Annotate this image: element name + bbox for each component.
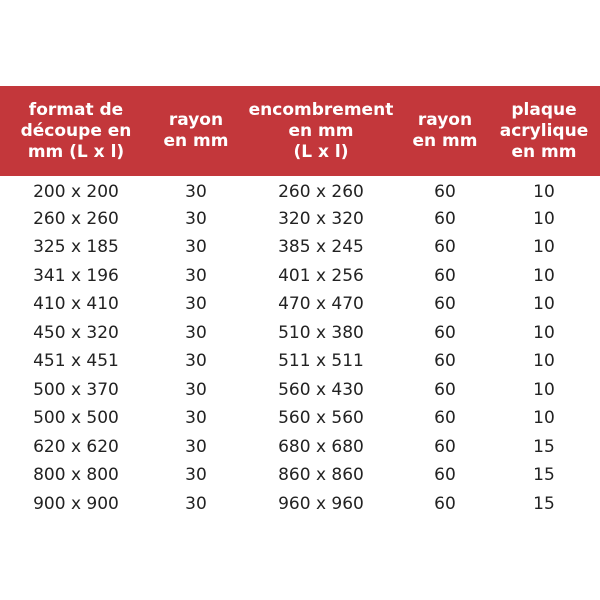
cell-acrylic-plate: 10 [533,265,555,286]
cell-overall-size: 401 x 256 [278,265,364,286]
cell-overall-size: 960 x 960 [278,493,364,514]
cell-overall-size: 511 x 511 [278,351,364,372]
cell-acrylic-plate: 10 [533,379,555,400]
table-row [0,176,600,205]
cell-cut-radius: 30 [185,465,207,486]
table-row [0,290,600,319]
cell-outer-radius: 60 [434,436,456,457]
table-row [0,376,600,405]
cell-cut-format: 800 x 800 [33,465,119,486]
cell-cut-radius: 30 [185,408,207,429]
table-row [0,319,600,348]
table-row [0,347,600,376]
cell-overall-size: 680 x 680 [278,436,364,457]
cell-cut-format: 620 x 620 [33,436,119,457]
header-cut-format: format de découpe en mm (L x l) [20,99,132,162]
cell-acrylic-plate: 15 [533,436,555,457]
cell-cut-format: 341 x 196 [33,265,119,286]
cell-cut-format: 500 x 370 [33,379,119,400]
cell-cut-format: 410 x 410 [33,294,119,315]
cell-acrylic-plate: 10 [533,322,555,343]
cell-overall-size: 260 x 260 [278,182,364,203]
header-row [0,86,600,176]
header-cut-radius: rayon en mm [163,110,229,151]
cell-outer-radius: 60 [434,294,456,315]
cell-cut-radius: 30 [185,351,207,372]
cell-outer-radius: 60 [434,182,456,203]
cell-acrylic-plate: 10 [533,182,555,203]
cell-overall-size: 860 x 860 [278,465,364,486]
cell-cut-format: 900 x 900 [33,493,119,514]
table-body [0,176,600,518]
table-row [0,433,600,462]
table-row [0,233,600,262]
cell-outer-radius: 60 [434,265,456,286]
cell-cut-format: 500 x 500 [33,408,119,429]
cell-outer-radius: 60 [434,351,456,372]
cell-acrylic-plate: 10 [533,208,555,229]
table-row [0,205,600,234]
cell-cut-format: 325 x 185 [33,237,119,258]
cell-cut-radius: 30 [185,182,207,203]
table-row [0,461,600,490]
cell-cut-format: 260 x 260 [33,208,119,229]
cell-outer-radius: 60 [434,322,456,343]
cell-cut-radius: 30 [185,436,207,457]
cell-cut-radius: 30 [185,265,207,286]
cell-overall-size: 510 x 380 [278,322,364,343]
header-overall-size: encombrement en mm (L x l) [248,99,394,162]
cell-acrylic-plate: 10 [533,408,555,429]
cell-cut-radius: 30 [185,237,207,258]
table-row [0,404,600,433]
dimensions-table [0,86,600,518]
cell-cut-radius: 30 [185,294,207,315]
cell-cut-radius: 30 [185,379,207,400]
cell-outer-radius: 60 [434,237,456,258]
cell-cut-radius: 30 [185,322,207,343]
cell-cut-format: 450 x 320 [33,322,119,343]
cell-cut-radius: 30 [185,493,207,514]
table-row [0,490,600,519]
cell-acrylic-plate: 10 [533,294,555,315]
cell-overall-size: 560 x 560 [278,408,364,429]
cell-overall-size: 470 x 470 [278,294,364,315]
table-header [0,86,600,176]
header-outer-radius: rayon en mm [412,110,478,151]
cell-cut-format: 451 x 451 [33,351,119,372]
cell-cut-format: 200 x 200 [33,182,119,203]
cell-outer-radius: 60 [434,408,456,429]
cell-overall-size: 385 x 245 [278,237,364,258]
header-acrylic-plate: plaque acrylique en mm [499,99,589,162]
cell-acrylic-plate: 10 [533,351,555,372]
cell-acrylic-plate: 15 [533,465,555,486]
cell-outer-radius: 60 [434,465,456,486]
cell-acrylic-plate: 10 [533,237,555,258]
cell-cut-radius: 30 [185,208,207,229]
cell-outer-radius: 60 [434,379,456,400]
table-row [0,262,600,291]
cell-outer-radius: 60 [434,493,456,514]
cell-overall-size: 560 x 430 [278,379,364,400]
cell-overall-size: 320 x 320 [278,208,364,229]
cell-acrylic-plate: 15 [533,493,555,514]
cell-outer-radius: 60 [434,208,456,229]
